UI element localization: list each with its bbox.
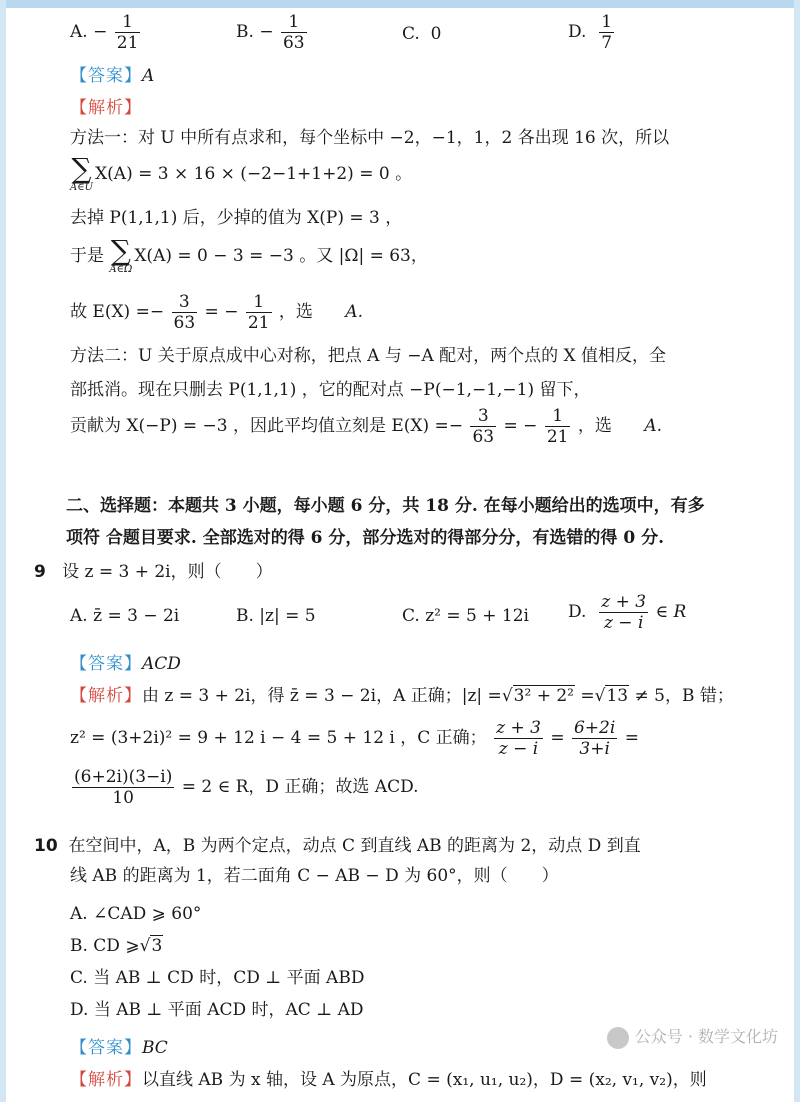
q8-method1-line1: 方法一：对 U 中所有点求和，每个坐标中 −2，−1，1，2 各出现 16 次，所以 — [70, 128, 670, 148]
page-left-border — [0, 0, 6, 1102]
page-right-border — [794, 0, 800, 1102]
page-top-border — [0, 0, 800, 8]
q9-option-c: C. z² = 5 + 12i — [402, 606, 529, 626]
fraction: $\frac{1}{7}$ — [601, 12, 613, 53]
q8-method1-line3: 去掉 P(1,1,1) 后，少掉的值为 X(P) = 3 ， — [70, 208, 403, 228]
q9-answer: 【答案】ACD — [70, 654, 181, 674]
q10-analysis-line1: 【解析】以直线 AB 为 x 轴，设 A 为原点，C = (x₁, u₁, u₂)，D = (x₂, v₁, v₂)，则 — [70, 1070, 707, 1090]
fraction: $\frac{6+2i}{3+i}$ — [573, 718, 616, 759]
q10-option-a: A. ∠CAD ⩾ 60° — [70, 904, 202, 924]
q9-option-b: B. |z| = 5 — [236, 606, 316, 626]
q10-stem-line2: 线 AB 的距离为 1，若二面角 C − AB − D 为 60°，则（ ） — [70, 866, 559, 886]
section-header-line2: 项符 合题目要求. 全部选对的得 6 分，部分选对的得部分分，有选错的得 0 分. — [66, 528, 665, 548]
wechat-icon — [607, 1027, 629, 1049]
q8-method1-line4: 于是 ∑ A∈Ω X(A) = 0 − 3 = −3 。又 |Ω| = 63， — [70, 233, 428, 275]
q9-analysis-line3: $\frac{(6+2i)(3-i)}{10}$ = 2 ∈ R，D 正确；故选 ACD. — [74, 767, 419, 808]
q8-method1-line2: ∑ A∈U X(A) = 3 × 16 × (−2−1+1+2) = 0 。 — [70, 151, 413, 193]
fraction: $\frac{1}{63}$ — [282, 12, 305, 53]
q9-option-d: D. $\frac{z + 3}{z - i}$ ∈ R — [568, 592, 687, 633]
q8-method2-line2: 部抵消。现在只删去 P(1,1,1) ，它的配对点 −P(−1,−1,−1) 留下， — [70, 380, 591, 400]
fraction: $\frac{3}{63}$ — [472, 406, 495, 447]
section-header-line1: 二、选择题：本题共 3 小题，每小题 6 分，共 18 分. 在每小题给出的选项中，有多 — [66, 496, 705, 516]
q10-option-b: B. CD ⩾√3 — [70, 936, 163, 956]
fraction: $\frac{z + 3}{z - i}$ — [601, 592, 647, 633]
q8-answer: 【答案】A — [70, 66, 155, 86]
q9-option-a: A. z̄ = 3 − 2i — [70, 606, 180, 626]
q9-stem: 9 设 z = 3 + 2i，则（ ） — [34, 562, 273, 582]
q8-option-d: D. $\frac{1}{7}$ — [568, 12, 613, 53]
q9-analysis-line1: 【解析】由 z = 3 + 2i，得 z̄ = 3 − 2i，A 正确；|z| =√3² + 2² =√13 ≠ 5，B 错； — [70, 686, 734, 706]
q10-stem-line1: 10 在空间中，A，B 为两个定点，动点 C 到直线 AB 的距离为 2，动点 D 到直 — [34, 836, 641, 856]
fraction: $\frac{1}{21}$ — [116, 12, 139, 53]
fraction: $\frac{3}{63}$ — [173, 292, 196, 333]
watermark: 公众号 · 数学文化坊 — [607, 1024, 778, 1049]
q8-option-c: C. 0 — [402, 24, 442, 44]
q8-option-a: A. − $\frac{1}{21}$ — [70, 12, 139, 53]
q8-method2-line1: 方法二：U 关于原点成中心对称，把点 A 与 −A 配对，两个点的 X 值相反，全 — [70, 346, 667, 366]
q10-option-c: C. 当 AB ⊥ CD 时，CD ⊥ 平面 ABD — [70, 968, 365, 988]
q9-analysis-line2: z² = (3+2i)² = 9 + 12 i − 4 = 5 + 12 i ，C 正确； $\frac{z + 3}{z - i}$ = $\frac{6+2i}{3+i}$ = — [70, 718, 639, 759]
q8-method2-line3: 贡献为 X(−P) = −3 ，因此平均值立刻是 E(X) =− $\frac{3}{63}$ = − $\frac{1}{21}$ ，选 A. — [70, 406, 662, 447]
q8-method1-line5: 故 E(X) =− $\frac{3}{63}$ = − $\frac{1}{21}$ ，选 A. — [70, 292, 364, 333]
fraction: $\frac{(6+2i)(3-i)}{10}$ — [74, 767, 173, 808]
q10-option-d: D. 当 AB ⊥ 平面 ACD 时，AC ⊥ AD — [70, 1000, 364, 1020]
fraction: $\frac{1}{21}$ — [247, 292, 270, 333]
q8-analysis-tag: 【解析】 — [70, 98, 142, 118]
q8-option-b: B. − $\frac{1}{63}$ — [236, 12, 305, 53]
fraction: $\frac{z + 3}{z - i}$ — [496, 718, 541, 759]
sum-symbol: ∑ A∈U — [70, 151, 94, 193]
q10-answer: 【答案】BC — [70, 1038, 168, 1058]
fraction: $\frac{1}{21}$ — [546, 406, 569, 447]
sum-symbol: ∑ A∈Ω — [109, 233, 133, 275]
